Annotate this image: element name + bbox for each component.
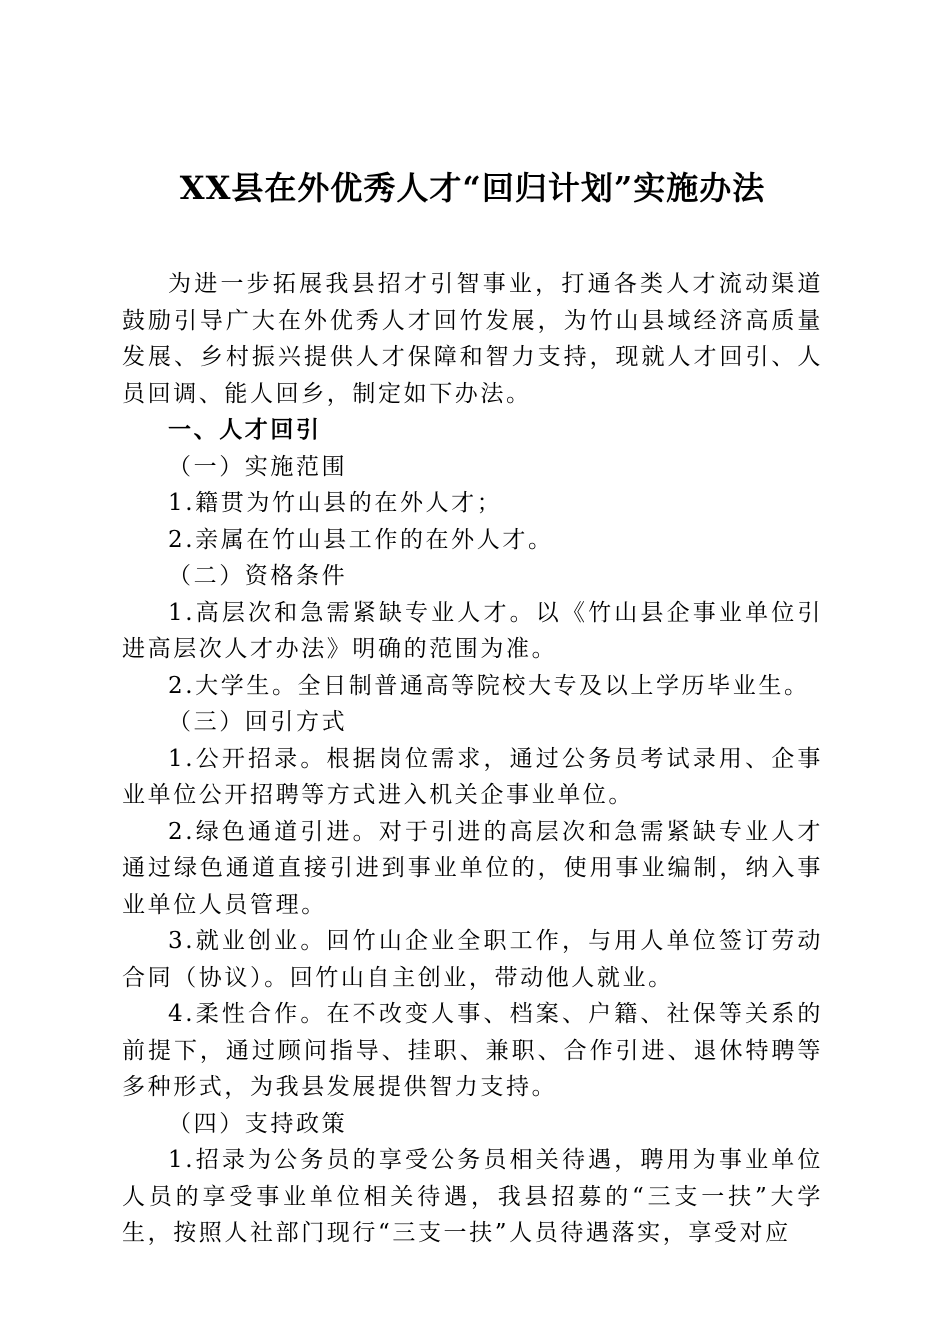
list-item: 3.就业创业。回竹山企业全职工作，与用人单位签订劳动合同（协议）。回竹山自主创业，带动他人就业。	[122, 928, 823, 991]
list-item: 2.亲属在竹山县工作的在外人才。	[168, 526, 554, 553]
list-item: 4.柔性合作。在不改变人事、档案、户籍、社保等关系的前提下，通过顾问指导、挂职、兼职、合作引进、退休特聘等多种形式，为我县发展提供智力支持。	[122, 1001, 823, 1100]
list-item: 1.公开招录。根据岗位需求，通过公务员考试录用、企事业单位公开招聘等方式进入机关企事业单位。	[122, 745, 823, 808]
section-heading: 一、人才回引	[168, 416, 322, 443]
document-title: XX县在外优秀人才“回归计划”实施办法	[179, 169, 766, 207]
list-item: 2.绿色通道引进。对于引进的高层次和急需紧缺专业人才通过绿色通道直接引进到事业单位的，使用事业编制，纳入事业单位人员管理。	[122, 818, 823, 918]
list-item: 1.招录为公务员的享受公务员相关待遇，聘用为事业单位人员的享受事业单位相关待遇，我县招募的“三支一扶”大学生，按照人社部门现行“三支一扶”人员待遇落实，享受对应	[122, 1147, 823, 1246]
list-item: 1.籍贯为竹山县的在外人才；	[168, 490, 503, 516]
subsection-heading: （三）回引方式	[168, 709, 348, 735]
subsection-heading: （四）支持政策	[168, 1110, 348, 1137]
list-item: 1.高层次和急需紧缺专业人才。以《竹山县企事业单位引进高层次人才办法》明确的范围为准。	[122, 599, 823, 662]
intro-paragraph: 为进一步拓展我县招才引智事业，打通各类人才流动渠道鼓励引导广大在外优秀人才回竹发展，为竹山县域经济高质量发展、乡村振兴提供人才保障和智力支持，现就人才回引、人员回调、能人回乡，制定如下办法。	[122, 271, 823, 407]
subsection-heading: （一）实施范围	[168, 453, 348, 480]
subsection-heading: （二）资格条件	[168, 563, 348, 589]
list-item: 2.大学生。全日制普通高等院校大专及以上学历毕业生。	[168, 672, 810, 699]
